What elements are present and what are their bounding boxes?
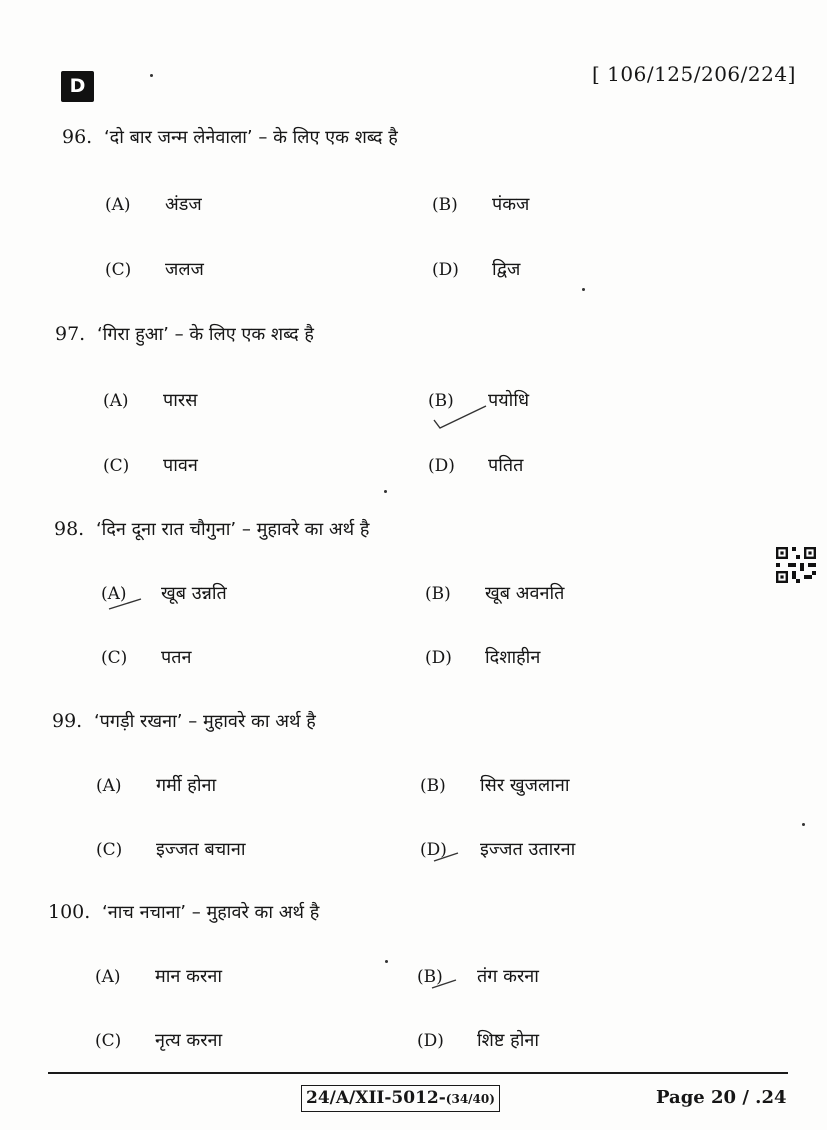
scan-speck [802, 823, 805, 826]
set-badge: D [61, 71, 94, 102]
option-label: (C) [101, 648, 128, 668]
option-text: तंग करना [477, 966, 539, 987]
question-stem [62, 125, 398, 149]
option-text: पयोधि [488, 390, 530, 411]
option-d[interactable] [432, 257, 520, 281]
option-label: (A) [103, 391, 129, 411]
option-a[interactable] [105, 192, 202, 216]
scan-speck [384, 490, 387, 493]
option-text: पतित [488, 455, 524, 476]
option-b[interactable] [432, 192, 529, 216]
option-text: शिष्ट होना [477, 1030, 540, 1051]
question-number: 98. [54, 518, 85, 540]
question-number: 97. [55, 323, 86, 345]
option-text: सिर खुजलाना [480, 775, 570, 796]
question-96 [0, 125, 827, 315]
question-text: ‘दो बार जन्म लेनेवाला’ – के लिए एक शब्द है [103, 127, 398, 148]
scan-speck [582, 288, 585, 291]
option-label: (B) [420, 776, 446, 796]
option-text: जलज [165, 259, 204, 280]
option-label: (D) [420, 840, 447, 860]
booklet-code-suffix: (34/40) [445, 1092, 495, 1106]
scan-speck [385, 960, 388, 963]
qr-code-icon [776, 547, 816, 583]
option-b[interactable] [420, 773, 570, 797]
option-label: (C) [103, 456, 130, 476]
option-c[interactable] [96, 837, 246, 861]
option-text: इज्जत उतारना [480, 839, 576, 860]
option-text: दिशाहीन [485, 647, 541, 668]
option-a[interactable] [103, 388, 197, 412]
question-text: ‘गिरा हुआ’ – के लिए एक शब्द है [96, 324, 314, 345]
option-d[interactable] [428, 453, 523, 477]
option-text: नृत्य करना [155, 1030, 223, 1051]
option-label: (A) [95, 967, 121, 987]
option-d[interactable] [425, 645, 540, 669]
page-number: Page 20 / .24 [656, 1087, 787, 1108]
footer-divider [48, 1072, 788, 1074]
option-label: (C) [96, 840, 123, 860]
option-text: पतन [161, 647, 192, 668]
question-stem [55, 322, 314, 346]
option-a[interactable] [96, 773, 216, 797]
handwritten-tick-mark [105, 593, 145, 615]
option-b[interactable] [425, 581, 564, 605]
option-label: (C) [95, 1031, 122, 1051]
option-text: पारस [163, 390, 198, 411]
question-text: ‘नाच नचाना’ – मुहावरे का अर्थ है [102, 902, 320, 923]
handwritten-tick-mark [432, 847, 462, 865]
option-label: (B) [432, 195, 458, 215]
option-label: (B) [428, 391, 454, 411]
question-stem [54, 517, 369, 541]
option-text: खूब अवनति [485, 583, 565, 604]
option-label: (D) [425, 648, 452, 668]
question-number: 96. [62, 126, 93, 148]
option-label: (D) [432, 260, 459, 280]
question-number: 100. [48, 901, 91, 923]
option-label: (B) [425, 584, 451, 604]
option-c[interactable] [95, 1028, 222, 1052]
option-text: गर्मी होना [156, 775, 217, 796]
question-97 [0, 322, 827, 512]
option-label: (D) [428, 456, 455, 476]
paper-codes: [ 106/125/206/224] [592, 62, 796, 86]
option-c[interactable] [101, 645, 191, 669]
option-text: इज्जत बचाना [156, 839, 246, 860]
scan-speck [150, 74, 153, 77]
option-label: (A) [101, 584, 127, 604]
option-d[interactable] [417, 1028, 539, 1052]
option-label: (A) [96, 776, 122, 796]
option-c[interactable] [103, 453, 198, 477]
option-text: मान करना [155, 966, 222, 987]
question-stem [48, 900, 319, 924]
question-100 [0, 900, 827, 1090]
question-stem [52, 709, 316, 733]
booklet-code-main: 24/A/XII-5012- [306, 1088, 446, 1108]
question-99 [0, 709, 827, 899]
option-text: खूब उन्नति [161, 583, 227, 604]
booklet-code [301, 1085, 500, 1112]
option-text: पावन [163, 455, 198, 476]
option-text: पंकज [492, 194, 530, 215]
option-label: (A) [105, 195, 131, 215]
question-number: 99. [52, 710, 83, 732]
option-a[interactable] [95, 964, 222, 988]
option-c[interactable] [105, 257, 204, 281]
handwritten-tick-mark [430, 974, 460, 992]
option-text: द्विज [492, 259, 521, 280]
option-label: (C) [105, 260, 132, 280]
question-text: ‘दिन दूना रात चौगुना’ – मुहावरे का अर्थ है [95, 519, 370, 540]
option-label: (B) [417, 967, 443, 987]
question-98 [0, 517, 827, 707]
handwritten-tick-mark [430, 400, 490, 432]
option-text: अंडज [165, 194, 202, 215]
option-label: (D) [417, 1031, 444, 1051]
question-text: ‘पगड़ी रखना’ – मुहावरे का अर्थ है [93, 711, 316, 732]
